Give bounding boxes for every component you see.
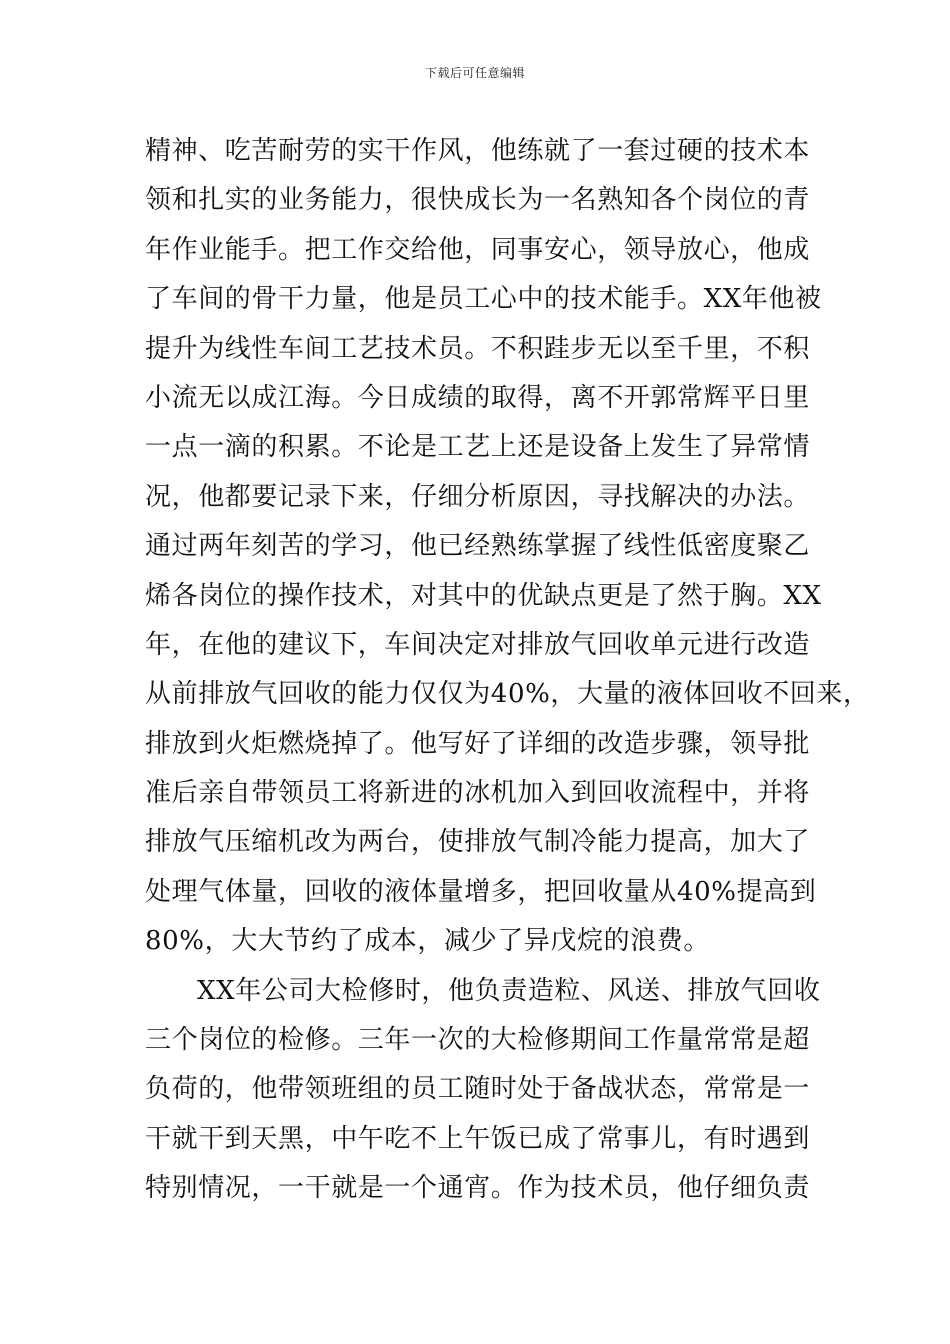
text-line: 年，在他的建议下，车间决定对排放气回收单元进行改造 (145, 629, 811, 660)
text-line: 三个岗位的检修。三年一次的大检修期间工作量常常是超 (145, 1025, 811, 1056)
text-line: 处理气体量，回收的液体量增多，把回收量从40%提高到 (145, 876, 817, 907)
text-line: 了车间的骨干力量，他是员工心中的技术能手。XX年他被 (145, 284, 822, 315)
text-line: 从前排放气回收的能力仅仅为40%，大量的液体回收不回来， (145, 679, 870, 710)
text-line: 精神、吃苦耐劳的实干作风，他练就了一套过硬的技术本 (145, 136, 811, 166)
text-line: 特别情况，一干就是一个通宵。作为技术员，他仔细负责 (145, 1173, 811, 1204)
text-line: 负荷的，他带领班组的员工随时处于备战状态，常常是一 (145, 1074, 811, 1105)
text-line: 干就干到天黑，中午吃不上午饭已成了常事儿，有时遇到 (145, 1123, 811, 1154)
body-text (145, 127, 870, 1214)
text-line: 一点一滴的积累。不论是工艺上还是设备上发生了异常情 (145, 432, 811, 463)
text-line: 通过两年刻苦的学习，他已经熟练掌握了线性低密度聚乙 (145, 531, 811, 562)
text-line: 年作业能手。把工作交给他，同事安心，领导放心，他成 (145, 234, 811, 265)
text-line: 排放气压缩机改为两台，使排放气制冷能力提高，加大了 (145, 827, 811, 858)
text-line: 领和扎实的业务能力，很快成长为一名熟知各个岗位的青 (145, 185, 811, 216)
text-line: 提升为线性车间工艺技术员。不积跬步无以至千里，不积 (145, 333, 811, 364)
paragraph-first-line: XX年公司大检修时，他负责造粒、风送、排放气回收 (197, 975, 821, 1006)
text-line: 准后亲自带领员工将新进的冰机加入到回收流程中，并将 (145, 778, 811, 809)
text-line: 小流无以成江海。今日成绩的取得，离不开郭常辉平日里 (145, 382, 811, 413)
text-line: 况，他都要记录下来，仔细分析原因，寻找解决的办法。 (145, 481, 811, 512)
text-line: 排放到火炬燃烧掉了。他写好了详细的改造步骤，领导批 (145, 728, 811, 759)
page-header: 下载后可任意编辑 (424, 66, 525, 80)
text-line: 烯各岗位的操作技术，对其中的优缺点更是了然于胸。XX (145, 580, 822, 611)
text-line: 80%，大大节约了成本，减少了异戊烷的浪费。 (145, 926, 710, 957)
